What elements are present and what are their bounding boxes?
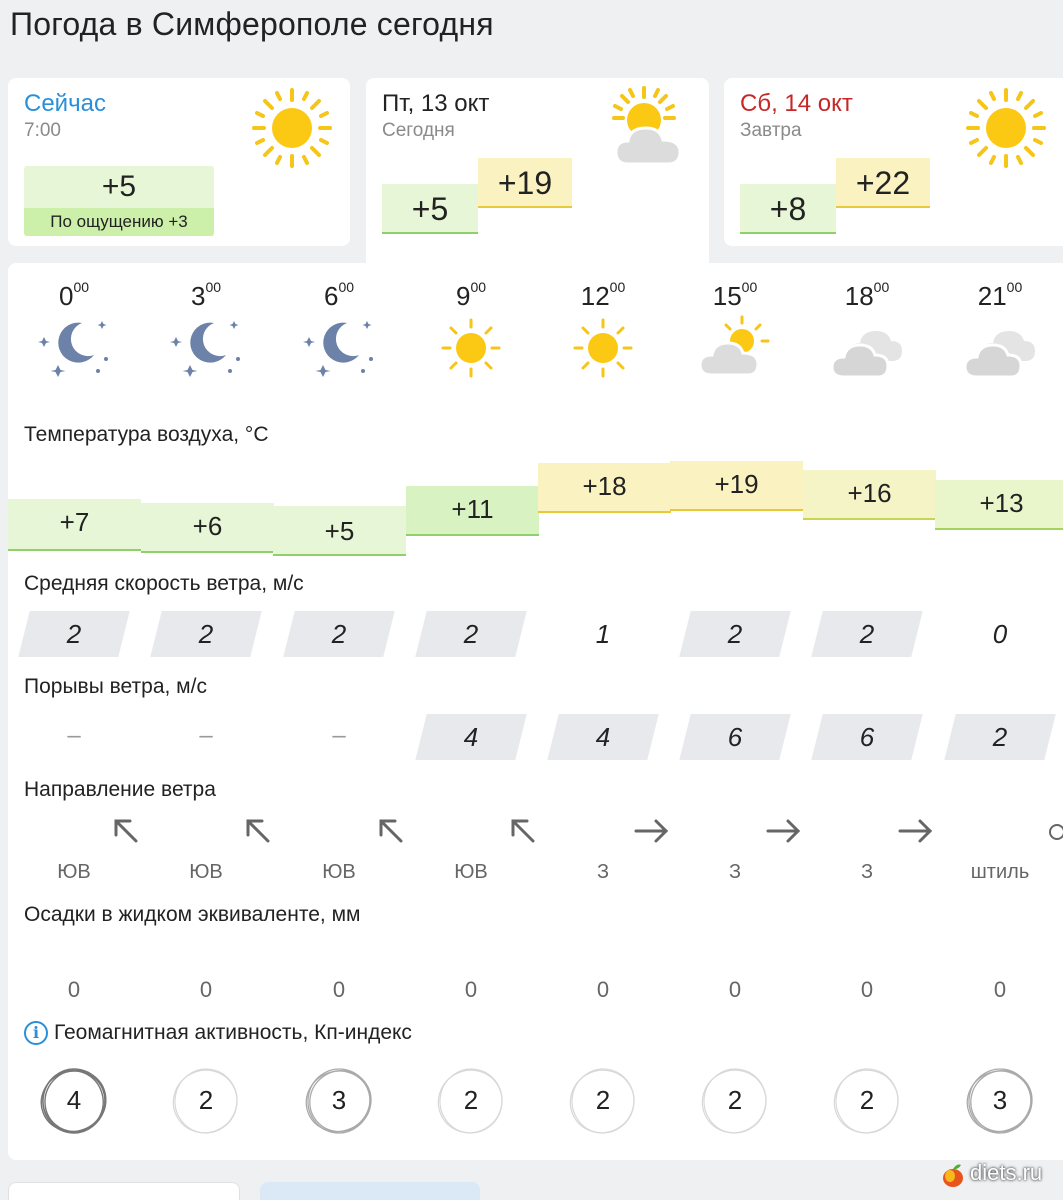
watermark: diets.ru (970, 1160, 1043, 1185)
today-title: Пт, 13 окт (382, 90, 490, 117)
hour-label: $15^{00}$ (712, 279, 758, 311)
hour-label: $12^{00}$ (580, 279, 626, 311)
wind-direction-value: З (596, 861, 610, 883)
temp-cell: +19 (670, 461, 803, 511)
bottom-tab[interactable] (8, 1182, 240, 1200)
kp-label: Геомагнитная активность, Кп-индекс (54, 1021, 412, 1044)
now-temp-box (24, 166, 214, 236)
sun-behind-cloud-icon (606, 86, 690, 170)
calm-circle-icon (991, 823, 1063, 841)
hour-label: $9^{00}$ (455, 279, 487, 311)
wind-direction-value: З (728, 861, 742, 883)
wind-speed-cell: 2 (685, 611, 785, 657)
today-sub: Сегодня (382, 120, 455, 141)
sun-icon (252, 88, 332, 168)
wind-speed-cell: 2 (156, 611, 256, 657)
wind-direction-value: ЮВ (189, 861, 223, 883)
wind-direction-value: ЮВ (454, 861, 488, 883)
wind-gust-cell: 2 (950, 714, 1050, 760)
precip-label: Осадки в жидком эквиваленте, мм (24, 903, 361, 926)
wind-gust-cell: – (332, 722, 346, 749)
bottom-tab[interactable] (260, 1182, 480, 1200)
wind-speed-cell: 2 (817, 611, 917, 657)
kp-cell: 3 (934, 1065, 1063, 1135)
arrow-right-icon (586, 818, 718, 844)
kp-cell: 3 (273, 1065, 405, 1135)
wind-direction-label: Направление ветра (24, 778, 216, 801)
arrow-up-left-icon (192, 817, 324, 845)
tomorrow-card[interactable] (724, 78, 1063, 246)
moon-stars-icon (38, 315, 110, 379)
hour-label: $6^{00}$ (323, 279, 355, 311)
hour-label: $18^{00}$ (844, 279, 890, 311)
temp-label: Температура воздуха, °C (24, 423, 269, 446)
page-title: Погода в Симферополе сегодня (10, 6, 494, 42)
now-feels: По ощущению +3 (24, 208, 214, 236)
info-icon[interactable]: i (24, 1021, 48, 1045)
wind-gust-cell: 4 (421, 714, 521, 760)
arrow-right-icon (718, 818, 850, 844)
wind-gust-cell: – (67, 722, 81, 749)
precip-value: 0 (332, 977, 346, 1002)
arrow-up-left-icon (325, 817, 457, 845)
wind-gust-cell: 6 (817, 714, 917, 760)
sun-behind-cloud-icon (698, 315, 770, 379)
kp-cell: 2 (140, 1065, 272, 1135)
tomorrow-low: +8 (740, 184, 836, 234)
sun-icon (966, 88, 1046, 168)
hour-label: $3^{00}$ (190, 279, 222, 311)
wind-speed-cell: 2 (24, 611, 124, 657)
moon-stars-icon (170, 315, 242, 379)
wind-direction-value: штиль (970, 861, 1030, 883)
precip-value: 0 (993, 977, 1007, 1002)
today-high: +19 (478, 158, 572, 208)
temp-cell: +5 (273, 506, 406, 556)
wind-gust-cell: – (199, 722, 213, 749)
precip-value: 0 (860, 977, 874, 1002)
arrow-right-icon (850, 818, 982, 844)
moon-stars-icon (303, 315, 375, 379)
now-time: 7:00 (24, 120, 61, 141)
hourly-panel (8, 263, 1063, 1160)
today-card[interactable] (366, 78, 709, 268)
kp-cell: 2 (669, 1065, 801, 1135)
wind-speed-cell: 2 (289, 611, 389, 657)
arrow-up-left-icon (457, 817, 589, 845)
temp-cell: +6 (141, 503, 274, 553)
tomorrow-sub: Завтра (740, 120, 802, 141)
wind-speed-cell: 0 (992, 619, 1008, 649)
sun-icon (573, 318, 633, 378)
kp-cell: 2 (537, 1065, 669, 1135)
arrow-up-left-icon (60, 817, 192, 845)
temp-cell: +18 (538, 463, 671, 513)
wind-gust-cell: 6 (685, 714, 785, 760)
wind-speed-label: Средняя скорость ветра, м/с (24, 572, 304, 595)
wind-speed-cell: 1 (595, 619, 611, 649)
wind-gust-cell: 4 (553, 714, 653, 760)
temp-cell: +13 (935, 480, 1063, 530)
wind-gust-label: Порывы ветра, м/с (24, 675, 207, 698)
wind-direction-value: ЮВ (322, 861, 356, 883)
clouds-icon (830, 319, 904, 379)
kp-cell: 2 (801, 1065, 933, 1135)
precip-value: 0 (199, 977, 213, 1002)
precip-value: 0 (464, 977, 478, 1002)
now-card[interactable] (8, 78, 350, 246)
clouds-icon (963, 319, 1037, 379)
wind-speed-cell: 2 (421, 611, 521, 657)
precip-value: 0 (596, 977, 610, 1002)
today-low: +5 (382, 184, 478, 234)
temp-cell: +7 (8, 499, 141, 551)
now-title: Сейчас (24, 90, 106, 117)
kp-cell: 2 (405, 1065, 537, 1135)
temp-cell: +11 (406, 486, 539, 536)
wind-direction-value: З (860, 861, 874, 883)
tomorrow-title: Сб, 14 окт (740, 90, 853, 117)
wind-direction-value: ЮВ (57, 861, 91, 883)
kp-cell: 4 (8, 1065, 140, 1135)
sun-icon (441, 318, 501, 378)
now-temp: +5 (101, 170, 137, 203)
hour-label: $0^{00}$ (58, 279, 90, 311)
temp-cell: +16 (803, 470, 936, 520)
hour-label: $21^{00}$ (977, 279, 1023, 311)
apple-logo-icon (942, 1162, 964, 1188)
precip-value: 0 (728, 977, 742, 1002)
tomorrow-high: +22 (836, 158, 930, 208)
precip-value: 0 (67, 977, 81, 1002)
